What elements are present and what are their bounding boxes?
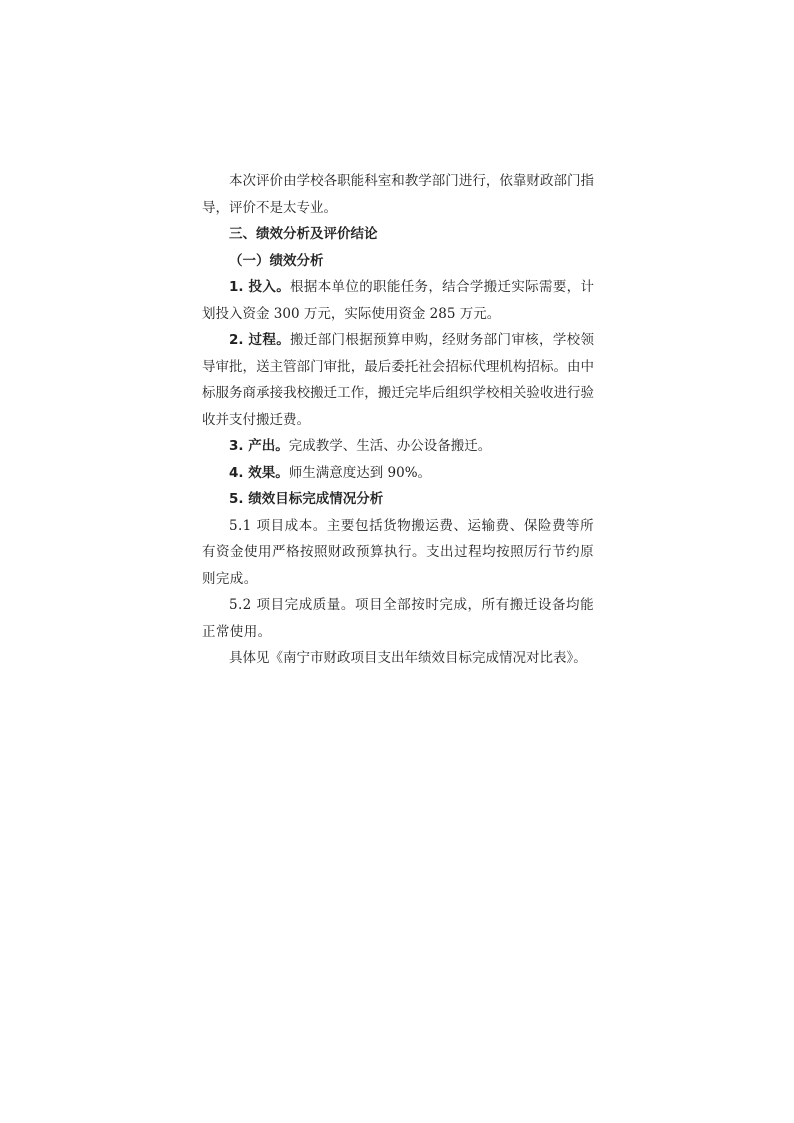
item-4-paragraph	[202, 460, 594, 487]
item-1-text: 根据本单位的职能任务，结合学搬迁实际需要，计划投入资金 300 万元，实际使用资金 285 万元。	[202, 279, 594, 322]
item-2-lead: 2. 过程。	[229, 332, 291, 348]
item-3-paragraph	[202, 433, 594, 460]
item-5-1-paragraph: 5.1 项目成本。主要包括货物搬运费、运输费、保险费等所有资金使用严格按照财政预算执行。支出过程均按照厉行节约原则完成。	[202, 517, 594, 587]
closing-paragraph: 具体见《南宁市财政项目支出年绩效目标完成情况对比表》。	[229, 650, 587, 666]
item-1-paragraph	[202, 274, 594, 327]
intro-paragraph: 本次评价由学校各职能科室和教学部门进行，依靠财政部门指导，评价不是太专业。	[202, 173, 594, 216]
item-5-2-paragraph: 5.2 项目完成质量。项目全部按时完成，所有搬迁设备均能正常使用。	[202, 597, 594, 640]
section-3-1-heading: （一）绩效分析	[229, 252, 324, 269]
item-2-text: 搬迁部门根据预算申购，经财务部门审核，学校领导审批，送主管部门审批，最后委托社会招标代理机构招标。由中标服务商承接我校搬迁工作，搬迁完毕后组织学校相关验收进行验收并支付搬迁费。	[202, 332, 594, 428]
item-3-lead: 3. 产出。	[229, 438, 289, 454]
item-2-paragraph	[202, 327, 594, 433]
document-body	[202, 168, 594, 672]
item-4-lead: 4. 效果。	[229, 464, 289, 481]
item-1-lead: 1. 投入。	[229, 279, 291, 295]
item-3-text: 完成教学、生活、办公设备搬迁。	[288, 438, 492, 454]
item-4-text: 师生满意度达到 90%。	[288, 464, 432, 481]
section-3-heading: 三、绩效分析及评价结论	[229, 226, 378, 242]
item-5-heading: 5. 绩效目标完成情况分析	[229, 491, 384, 507]
